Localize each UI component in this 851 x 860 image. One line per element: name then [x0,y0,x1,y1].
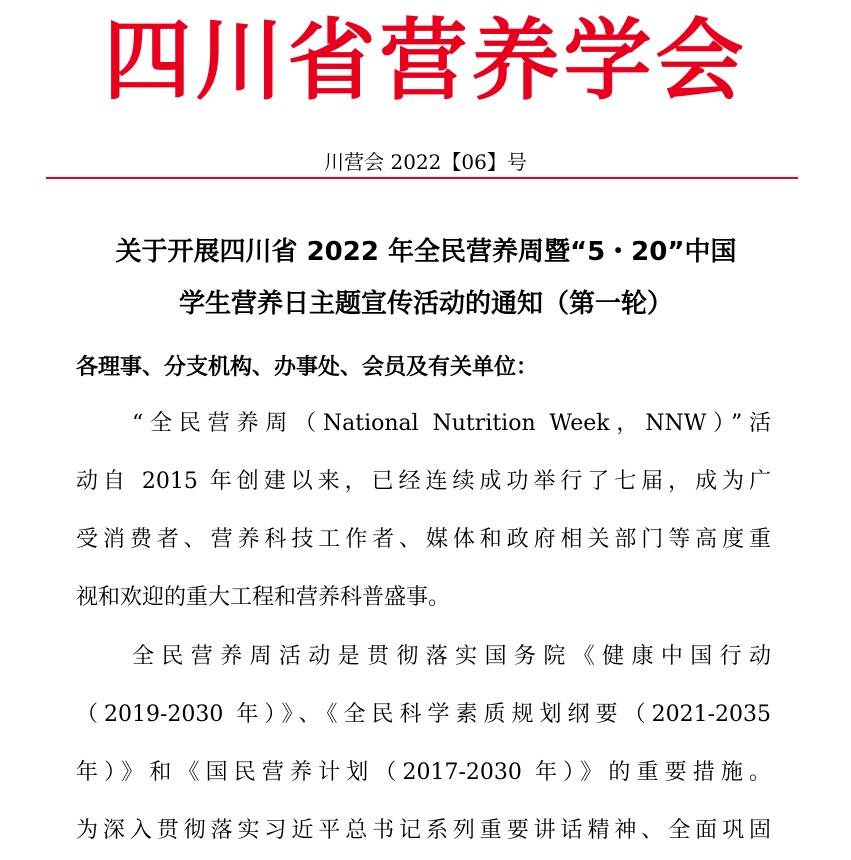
salutation: 各理事、分支机构、办事处、会员及有关单位： [76,355,539,380]
paragraph-line: “全民营养周（National Nutrition Week，NNW）”活 [132,411,771,436]
header-divider [46,177,798,179]
paragraph-line: （2019-2030 年）》、《全民科学素质规划纲要（2021-2035 [76,702,771,727]
document-number: 川营会 2022【06】号 [324,150,527,174]
title-line-1: 关于开展四川省 2022 年全民营养周暨“5・20”中国 [115,237,737,267]
paragraph-line: 受消费者、营养科技工作者、媒体和政府相关部门等高度重 [76,527,771,552]
paragraph-line: 全民营养周活动是贯彻落实国务院《健康中国行动 [132,644,771,669]
paragraph-line: 为深入贯彻落实习近平总书记系列重要讲话精神、全面巩固 [76,818,771,843]
title-line-2: 学生营养日主题宣传活动的通知（第一轮） [178,289,673,319]
notice-title [46,226,806,330]
paragraph-line: 年）》和《国民营养计划（2017-2030 年）》的重要措施。 [76,760,771,785]
paragraph-line: 视和欢迎的重大工程和营养科普盛事。 [76,585,451,610]
paragraph-line: 动自 2015 年创建以来，已经连续成功举行了七届，成为广 [76,469,771,494]
organization-header: 四川省营养学会 [103,8,748,112]
paragraph-1 [76,395,771,627]
paragraph-2 [76,628,771,860]
